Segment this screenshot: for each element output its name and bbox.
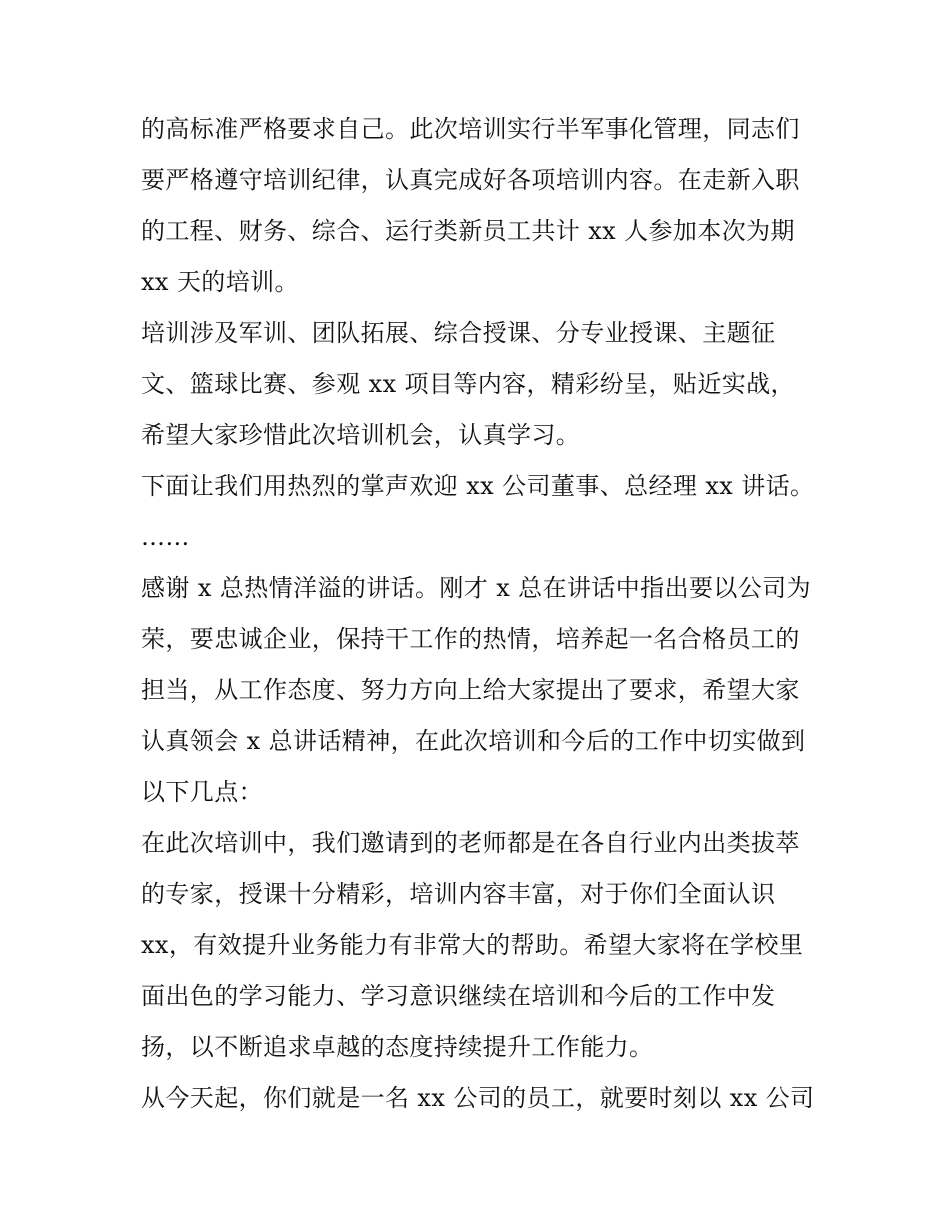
text-line: ……: [141, 523, 190, 551]
text-line: 从今天起，你们就是一名 xx 公司的员工，就要时刻以 xx 公司: [141, 1084, 815, 1112]
text-line: 荣，要忠诚企业，保持干工作的热情，培养起一名合格员工的: [141, 625, 800, 653]
text-line: xx，有效提升业务能力有非常大的帮助。希望大家将在学校里: [141, 931, 804, 959]
text-line: 要严格遵守培训纪律，认真完成好各项培训内容。在走新入职: [141, 166, 800, 194]
text-line: 文、篮球比赛、参观 xx 项目等内容，精彩纷呈，贴近实战，: [141, 370, 795, 398]
text-line: 以下几点：: [141, 778, 263, 806]
text-line: 的专家，授课十分精彩，培训内容丰富，对于你们全面认识: [141, 880, 776, 908]
text-line: 在此次培训中，我们邀请到的老师都是在各自行业内出类拔萃: [141, 829, 800, 857]
text-line: 扬，以不断追求卓越的态度持续提升工作能力。: [141, 1033, 654, 1061]
text-line: 面出色的学习能力、学习意识继续在培训和今后的工作中发: [141, 982, 776, 1010]
text-line: xx 天的培训。: [141, 268, 299, 296]
text-line: 的高标准严格要求自己。此次培训实行半军事化管理，同志们: [141, 115, 800, 143]
text-line: 担当，从工作态度、努力方向上给大家提出了要求，希望大家: [141, 676, 800, 704]
text-line: 希望大家珍惜此次培训机会，认真学习。: [141, 421, 581, 449]
text-line: 的工程、财务、综合、运行类新员工共计 xx 人参加本次为期: [141, 217, 795, 245]
text-line: 下面让我们用热烈的掌声欢迎 xx 公司董事、总经理 xx 讲话。: [141, 472, 815, 500]
text-line: 培训涉及军训、团队拓展、综合授课、分专业授课、主题征: [141, 319, 776, 347]
text-line: 感谢 x 总热情洋溢的讲话。刚才 x 总在讲话中指出要以公司为: [141, 574, 811, 602]
text-line: 认真领会 x 总讲话精神，在此次培训和今后的工作中切实做到: [141, 727, 806, 755]
